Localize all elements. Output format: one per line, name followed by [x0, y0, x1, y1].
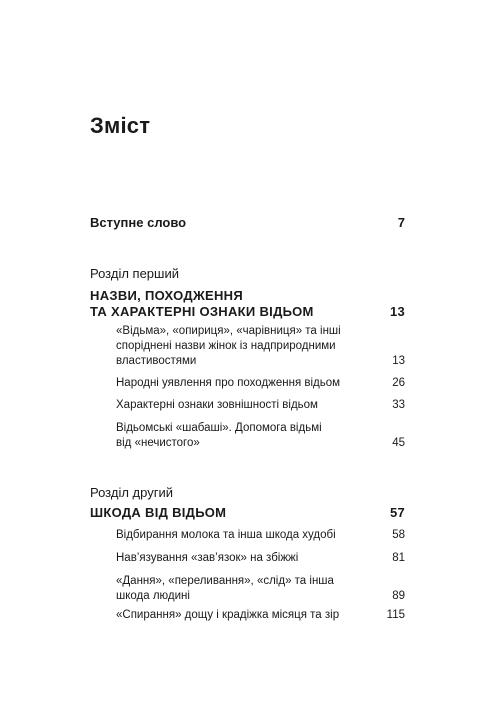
toc-entry-page: 81 — [392, 552, 405, 564]
toc-entry-crop-knots[interactable] — [116, 551, 405, 566]
toc-entry-harm-to-people[interactable] — [116, 574, 405, 604]
page-title: Зміст — [90, 113, 151, 138]
toc-entry-line: «Дання», «переливання», «слід» та інша — [116, 575, 334, 587]
part-title-line: НАЗВИ, ПОХОДЖЕННЯ — [90, 288, 244, 303]
toc-entry-line: Відбирання молока та інша шкода худобі — [116, 529, 336, 541]
toc-entry-rain-moon-stars[interactable] — [116, 608, 405, 623]
toc-entry-page: 26 — [392, 377, 405, 389]
toc-entry-part-1-title[interactable] — [90, 288, 405, 320]
part-1-label: Розділ перший — [90, 266, 179, 281]
toc-entry-page: 58 — [392, 529, 405, 541]
toc-entry-page: 45 — [392, 437, 405, 449]
toc-entry-line: «Спирання» дощу і крадіжка місяця та зір — [116, 609, 340, 621]
toc-entry-page: 7 — [397, 215, 405, 230]
toc-entry-line: Нав’язування «зав’язок» на збіжжі — [116, 552, 299, 564]
part-2-label: Розділ другий — [90, 485, 173, 500]
toc-entry-line: Характерні ознаки зовнішності відьом — [116, 399, 318, 411]
toc-entry-page: 33 — [392, 399, 405, 411]
toc-entry-line: споріднені назви жінок із надприродними — [116, 340, 336, 352]
toc-entry-intro[interactable] — [90, 215, 405, 231]
toc-entry-page: 13 — [392, 355, 405, 367]
toc-entry-line: від «нечистого» — [116, 437, 200, 449]
toc-entry-line: «Відьма», «опириця», «чарівниця» та інші — [116, 325, 341, 337]
toc-entry-witch-names[interactable] — [116, 324, 405, 369]
toc-entry-page: 13 — [389, 304, 405, 319]
toc-entry-milk-theft[interactable] — [116, 528, 405, 543]
toc-entry-page: 57 — [389, 505, 405, 520]
toc-entry-page: 89 — [392, 590, 405, 602]
toc-entry-line: шкода людині — [116, 590, 190, 602]
toc-entry-witch-sabbaths[interactable] — [116, 421, 405, 451]
toc-entry-label: Вступне слово — [90, 215, 187, 230]
toc-entry-witch-origins[interactable] — [116, 376, 405, 391]
toc-entry-line: Народні уявлення про походження відьом — [116, 377, 341, 389]
toc-entry-page: 115 — [386, 609, 405, 621]
toc-entry-line: властивостями — [116, 355, 197, 367]
toc-entry-witch-appearance[interactable] — [116, 398, 405, 413]
part-title-line: ТА ХАРАКТЕРНІ ОЗНАКИ ВІДЬОМ — [90, 304, 314, 319]
part-title-line: ШКОДА ВІД ВІДЬОМ — [90, 505, 227, 520]
toc-entry-part-2-title[interactable] — [90, 505, 405, 521]
toc-entry-line: Відьомські «шабаші». Допомога відьмі — [116, 422, 322, 434]
